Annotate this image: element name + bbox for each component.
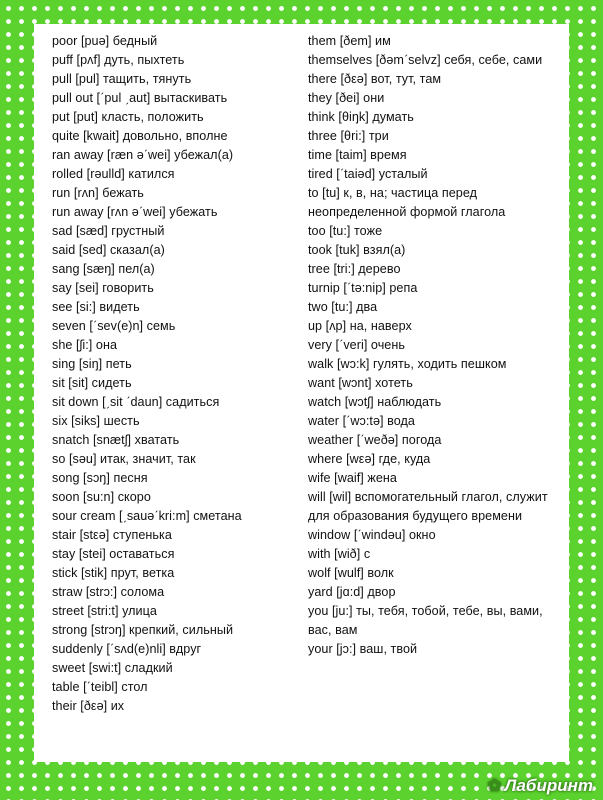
vocab-entry: street [stri:t] улица [52, 604, 157, 618]
vocab-entry: song [sɔŋ] песня [52, 471, 148, 485]
vocab-entry: soon [su:n] скоро [52, 490, 151, 504]
vocabulary-page [34, 24, 569, 762]
vocab-entry: said [sed] сказал(а) [52, 243, 165, 257]
vocabulary-column-right [308, 32, 566, 659]
vocab-entry: rolled [rəulld] катился [52, 167, 175, 181]
vocab-entry: table [ˊteibl] стол [52, 680, 148, 694]
vocab-entry: where [wεə] где, куда [308, 452, 431, 466]
vocab-entry: two [tu:] два [308, 300, 378, 314]
vocab-entry: sweet [swi:t] сладкий [52, 661, 173, 675]
vocab-entry: up [ʌp] на, наверх [308, 319, 412, 333]
vocab-entry: very [ˊveri] очень [308, 338, 405, 352]
vocab-entry: sang [sæŋ] пел(а) [52, 262, 155, 276]
vocab-entry: stair [stεə] ступенька [52, 528, 172, 542]
watermark-text: Лабиринт [504, 776, 593, 795]
vocab-entry: your [jɔ:] ваш, твой [308, 642, 418, 656]
vocab-entry: pull [pul] тащить, тянуть [52, 72, 192, 86]
vocab-entry: think [θiŋk] думать [308, 110, 414, 124]
vocab-entry: weather [ˊweðə] погода [308, 433, 442, 447]
watermark-logo [487, 776, 593, 796]
vocab-entry: to [tu] к, в, на; частица перед неопределенной формой глагола [308, 186, 506, 219]
vocab-entry: water [ˊwɔ:tə] вода [308, 414, 415, 428]
vocab-entry: tired [ˊtaiəd] усталый [308, 167, 428, 181]
vocab-entry: there [ðεə] вот, тут, там [308, 72, 442, 86]
vocab-entry: three [θri:] три [308, 129, 389, 143]
vocab-entry: say [sei] говорить [52, 281, 154, 295]
vocab-entry: too [tu:] тоже [308, 224, 383, 238]
vocab-entry: quite [kwait] довольно, вполне [52, 129, 228, 143]
vocab-entry: ran away [ræn əˊwei] убежал(а) [52, 148, 234, 162]
vocab-entry: will [wil] вспомогательный глагол, служит для образования будущего времени [308, 490, 548, 523]
vocab-entry: with [wið] с [308, 547, 371, 561]
vocab-entry: snatch [snætʃ] хватать [52, 433, 180, 447]
vocab-entry: sour cream [ˏsauəˊkri:m] сметана [52, 509, 242, 523]
vocab-entry: run away [rʌn əˊwei] убежать [52, 205, 218, 219]
vocab-entry: took [tuk] взял(а) [308, 243, 406, 257]
vocab-entry: stick [stik] прут, ветка [52, 566, 175, 580]
vocabulary-column-left [52, 32, 304, 716]
vocab-entry: you [ju:] ты, тебя, тобой, тебе, вы, вами, вас, вам [308, 604, 543, 637]
vocab-entry: stay [stei] оставаться [52, 547, 175, 561]
vocab-entry: so [səu] итак, значит, так [52, 452, 196, 466]
vocab-entry: them [ðem] им [308, 34, 391, 48]
vocab-entry: wife [waif] жена [308, 471, 397, 485]
vocab-entry: run [rʌn] бежать [52, 186, 144, 200]
vocab-entry: strong [strɔŋ] крепкий, сильный [52, 623, 234, 637]
vocab-entry: poor [puə] бедный [52, 34, 158, 48]
vocab-entry: puff [pʌf] дуть, пыхтеть [52, 53, 185, 67]
vocab-entry: sad [sæd] грустный [52, 224, 165, 238]
vocab-entry: window [ˊwindəu] окно [308, 528, 436, 542]
vocab-entry: see [si:] видеть [52, 300, 140, 314]
vocab-entry: time [taim] время [308, 148, 407, 162]
vocab-entry: turnip [ˊtə:nip] репа [308, 281, 418, 295]
vocab-entry: seven [ˊsev(e)n] семь [52, 319, 176, 333]
vocab-entry: sit [sit] сидеть [52, 376, 132, 390]
vocab-entry: straw [strɔ:] солома [52, 585, 165, 599]
vocab-entry: they [ðei] они [308, 91, 385, 105]
vocab-entry: put [put] класть, положить [52, 110, 204, 124]
vocab-entry: watch [wɔtʃ] наблюдать [308, 395, 442, 409]
vocab-entry: tree [tri:] дерево [308, 262, 401, 276]
vocab-entry: yard [jɑ:d] двор [308, 585, 396, 599]
vocab-entry: suddenly [ˊsʌd(e)nli] вдруг [52, 642, 202, 656]
vocab-entry: she [ʃi:] она [52, 338, 118, 352]
vocab-entry: sing [siŋ] петь [52, 357, 132, 371]
vocab-entry: themselves [ðəmˊselvz] себя, себе, сами [308, 53, 543, 67]
vocab-entry: want [wɔnt] хотеть [308, 376, 413, 390]
vocab-entry: six [siks] шесть [52, 414, 140, 428]
vocab-entry: wolf [wulf] волк [308, 566, 394, 580]
vocab-entry: sit down [ˏsit ˊdaun] садиться [52, 395, 220, 409]
vocab-entry: walk [wɔ:k] гулять, ходить пешком [308, 357, 507, 371]
leaf-icon: ✿ [487, 776, 502, 795]
vocab-entry: their [ðεə] их [52, 699, 125, 713]
vocab-entry: pull out [ˊpul ˏaut] вытаскивать [52, 91, 228, 105]
